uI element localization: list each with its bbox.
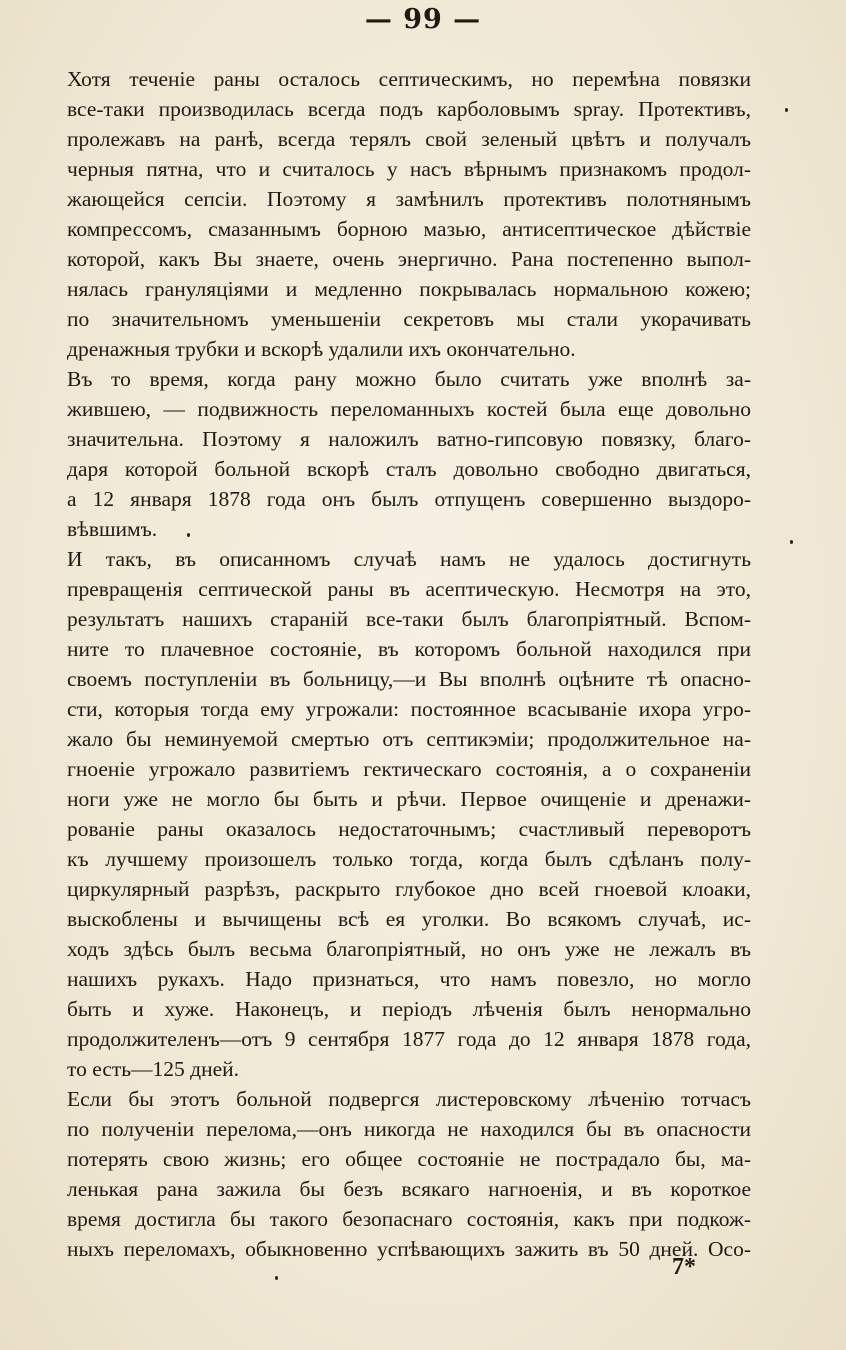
text-line: жало бы неминуемой смертью отъ септикэміи; продолжительное на- bbox=[67, 727, 751, 751]
text-line: то есть—125 дней. bbox=[67, 1057, 240, 1081]
text-line: а 12 января 1878 года онъ былъ отпущенъ совершенно выздоро- bbox=[67, 487, 751, 511]
text-line: превращенія септической раны въ асептическую. Несмотря на это, bbox=[67, 577, 751, 601]
text-line: по значительномъ уменьшеніи секретовъ мы стали укорачивать bbox=[67, 307, 751, 331]
text-line: сти, которыя тогда ему угрожали: постоянное всасываніе ихора угро- bbox=[67, 697, 751, 721]
text-line: пролежавъ на ранѣ, всегда терялъ свой зеленый цвѣтъ и получалъ bbox=[67, 127, 751, 151]
text-line: вѣвшимъ. bbox=[67, 517, 158, 541]
text-line: нашихъ рукахъ. Надо признаться, что намъ повезло, но могло bbox=[67, 967, 751, 991]
signature-mark: 7* bbox=[672, 1254, 696, 1280]
text-line: Если бы этотъ больной подвергся листеровскому лѣченію тотчасъ bbox=[67, 1087, 751, 1111]
text-line: рованіе раны оказалось недостаточнымъ; счастливый переворотъ bbox=[67, 817, 751, 841]
text-line: результатъ нашихъ стараній все-таки былъ благопріятный. Вспом- bbox=[67, 607, 751, 631]
text-line: потерять свою жизнь; его общее состояніе не пострадало бы, ма- bbox=[67, 1147, 751, 1171]
text-line: И такъ, въ описанномъ случаѣ намъ не удалось достигнуть bbox=[67, 547, 751, 571]
text-line: по полученіи перелома,—онъ никогда не находился бы въ опасности bbox=[67, 1117, 751, 1141]
text-line: все-таки производилась всегда подъ карболовымъ spray. Протективъ, bbox=[67, 97, 751, 121]
text-line: значительна. Поэтому я наложилъ ватно-гипсовую повязку, благо- bbox=[67, 427, 751, 451]
text-line: ленькая рана зажила бы безъ всякаго нагноенія, и въ короткое bbox=[67, 1177, 751, 1201]
text-line: черныя пятна, что и считалось у насъ вѣрнымъ признакомъ продол- bbox=[67, 157, 751, 181]
text-line: гноеніе угрожало развитіемъ гектическаго состоянія, а о сохраненіи bbox=[67, 757, 751, 781]
text-line: быть и хуже. Наконецъ, и періодъ лѣченія былъ ненормально bbox=[67, 997, 751, 1021]
ink-speck bbox=[790, 540, 793, 544]
text-line: Въ то время, когда рану можно было считать уже вполнѣ за- bbox=[67, 367, 751, 391]
text-line: своемъ поступленіи въ больницу,—и Вы вполнѣ оцѣните тѣ опасно- bbox=[67, 667, 751, 691]
ink-speck bbox=[785, 108, 788, 112]
text-line: жающейся сепсіи. Поэтому я замѣнилъ протективъ полотнянымъ bbox=[67, 187, 751, 211]
text-line: даря которой больной вскорѣ сталъ довольно свободно двигаться, bbox=[67, 457, 751, 481]
text-line: компрессомъ, смазаннымъ борною мазью, антисептическое дѣйствіе bbox=[67, 217, 751, 241]
text-line: продолжителенъ—отъ 9 сентября 1877 года до 12 января 1878 года, bbox=[67, 1027, 751, 1051]
text-line: дренажныя трубки и вскорѣ удалили ихъ окончательно. bbox=[67, 337, 576, 361]
text-line: которой, какъ Вы знаете, очень энергично. Рана постепенно выпол- bbox=[67, 247, 751, 271]
text-line: ноги уже не могло бы быть и рѣчи. Первое очищеніе и дренажи- bbox=[67, 787, 751, 811]
page-number-header: — 99 — bbox=[364, 4, 482, 35]
text-line: жившею, — подвижность переломанныхъ костей была еще довольно bbox=[67, 397, 751, 421]
text-line: къ лучшему произошелъ только тогда, когда былъ сдѣланъ полу- bbox=[67, 847, 751, 871]
text-line: ныхъ переломахъ, обыкновенно успѣвающихъ зажить въ 50 дней. Осо- bbox=[67, 1237, 751, 1261]
ink-speck bbox=[187, 533, 190, 537]
text-line: время достигла бы такого безопаснаго состоянія, какъ при подкож- bbox=[67, 1207, 751, 1231]
text-line: нялась грануляціями и медленно покрывалась нормальною кожею; bbox=[67, 277, 751, 301]
ink-speck bbox=[275, 1276, 278, 1280]
text-line: Хотя теченіе раны осталось септическимъ, но перемѣна повязки bbox=[67, 67, 751, 91]
text-line: циркулярный разрѣзъ, раскрыто глубокое дно всей гноевой клоаки, bbox=[67, 877, 751, 901]
text-line: выскоблены и вычищены всѣ ея уголки. Во всякомъ случаѣ, ис- bbox=[67, 907, 751, 931]
text-line: ходъ здѣсь былъ весьма благопріятный, но онъ уже не лежалъ въ bbox=[67, 937, 751, 961]
text-line: ните то плачевное состояніе, въ которомъ больной находился при bbox=[67, 637, 751, 661]
